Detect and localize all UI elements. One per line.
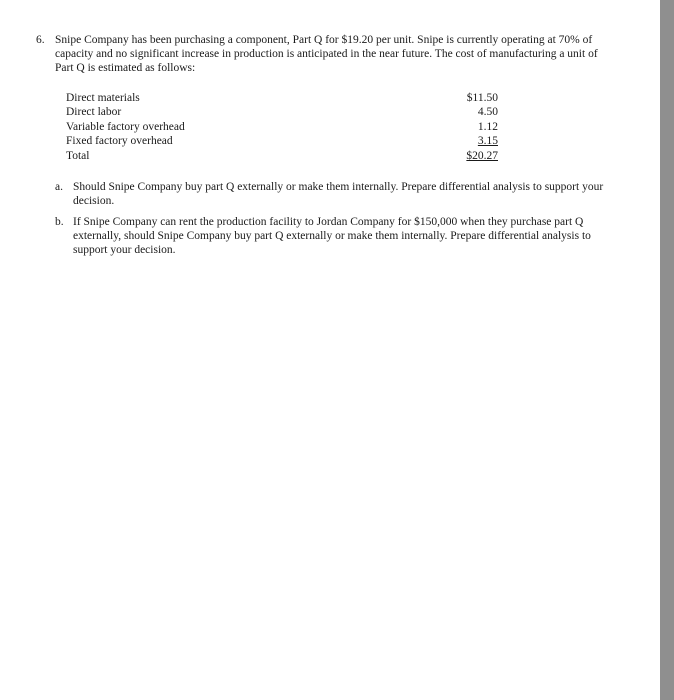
cost-row-variable-overhead	[66, 120, 498, 134]
cost-label: Direct labor	[66, 106, 122, 119]
part-b-letter: b.	[55, 216, 64, 228]
cost-label: Variable factory overhead	[66, 120, 185, 133]
cost-value: 1.12	[477, 120, 498, 133]
cost-table	[66, 91, 498, 163]
part-b-text: If Snipe Company can rent the production facility to Jordan Company for $150,000 when they purchase part Q externally, should Snipe Company buy part Q externally or make them internally. Prepare differential analysis to support your decision.	[73, 216, 591, 257]
cost-label: Total	[66, 149, 90, 162]
cost-value: 4.50	[477, 106, 498, 119]
cost-row-fixed-overhead	[66, 134, 498, 148]
question-number: 6.	[36, 34, 45, 46]
cost-label: Fixed factory overhead	[66, 135, 173, 148]
cost-label: Direct materials	[66, 92, 140, 104]
part-a-letter: a.	[55, 181, 63, 193]
cost-value: $11.50	[466, 92, 498, 104]
part-a-text: Should Snipe Company buy part Q externally or make them internally. Prepare differential analysis to support your decision.	[73, 181, 604, 208]
cost-row-direct-labor	[66, 105, 498, 119]
page-edge-bar	[660, 0, 674, 700]
question-intro: Snipe Company has been purchasing a component, Part Q for $19.20 per unit. Snipe is currently operating at 70% of capacity and no significant increase in production is anticipated in the near future. The cost of manufacturing a unit of Part Q is estimated as follows:	[55, 34, 598, 75]
cost-row-total	[66, 149, 498, 163]
cost-value-total: $20.27	[466, 149, 498, 162]
cost-value: 3.15	[477, 135, 498, 148]
cost-row-direct-materials	[66, 91, 498, 105]
